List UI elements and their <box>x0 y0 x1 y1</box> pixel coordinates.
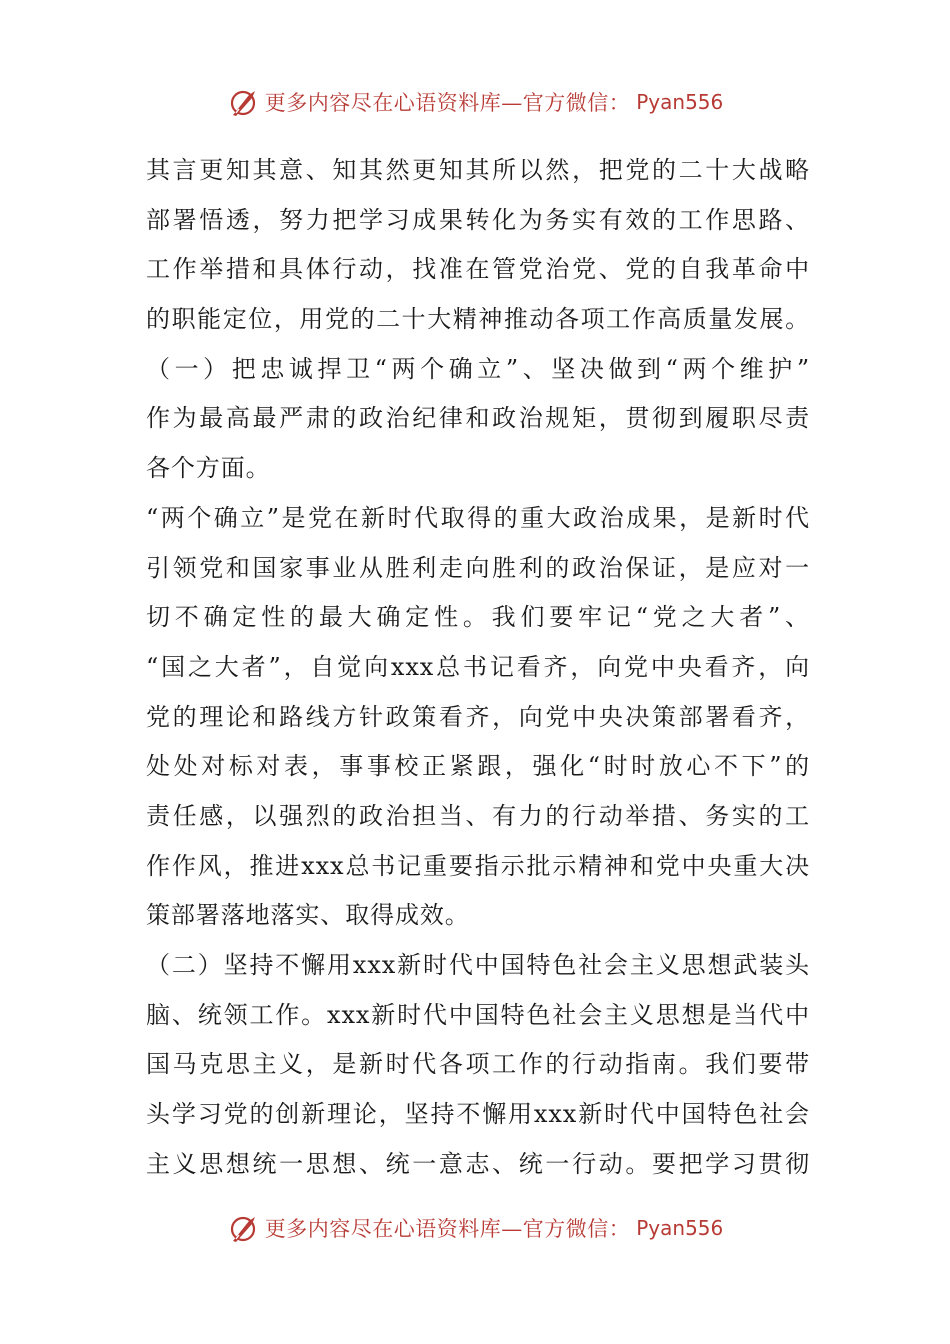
text-line: 脑、统领工作。xxx新时代中国特色社会主义思想是当代中 <box>146 1000 810 1029</box>
text-line: “国之大者”，自觉向xxx总书记看齐，向党中央看齐，向 <box>146 652 810 681</box>
text-line: 工作举措和具体行动，找准在管党治党、党的自我革命中 <box>146 255 810 284</box>
section-heading-line: （一）把忠诚捍卫“两个确立”、坚决做到“两个维护” <box>146 354 810 383</box>
text-line: 部署悟透，努力把学习成果转化为务实有效的工作思路、 <box>146 205 810 234</box>
text-line: 党的理论和路线方针政策看齐，向党中央决策部署看齐， <box>146 702 810 731</box>
section-heading-line: （二）坚持不懈用xxx新时代中国特色社会主义思想武装头 <box>146 951 810 979</box>
wechat-id: Pyan556 <box>636 1216 724 1240</box>
document-body <box>146 146 810 1189</box>
text-line: 其言更知其意、知其然更知其所以然，把党的二十大战略 <box>146 156 810 184</box>
pen-nib-logo-icon <box>227 1211 261 1245</box>
text-line: 切不确定性的最大确定性。我们要牢记“党之大者”、 <box>146 603 810 632</box>
section-heading-line: 作为最高最严肃的政治纪律和政治规矩，贯彻到履职尽责 <box>146 404 810 433</box>
text-line: 引领党和国家事业从胜利走向胜利的政治保证，是应对一 <box>146 553 810 582</box>
banner-text: 更多内容尽在心语资料库—官方微信： <box>264 1217 631 1241</box>
wechat-id: Pyan556 <box>636 90 724 114</box>
text-line: 头学习党的创新理论，坚持不懈用xxx新时代中国特色社会 <box>146 1100 810 1129</box>
text-line: “两个确立”是党在新时代取得的重大政治成果，是新时代 <box>146 503 810 532</box>
banner-text: 更多内容尽在心语资料库—官方微信： <box>264 91 631 115</box>
text-line: 策部署落地落实、取得成效。 <box>146 901 470 930</box>
text-line: 责任感，以强烈的政治担当、有力的行动举措、务实的工 <box>146 801 810 830</box>
text-line: 处处对标对表，事事校正紧跟，强化“时时放心不下”的 <box>146 752 810 781</box>
text-line: 的职能定位，用党的二十大精神推动各项工作高质量发展。 <box>146 305 810 334</box>
section-heading-line: 各个方面。 <box>146 454 271 483</box>
pen-nib-logo-icon <box>227 85 261 119</box>
footer-banner <box>0 1208 950 1248</box>
text-line: 国马克思主义，是新时代各项工作的行动指南。我们要带 <box>146 1050 810 1079</box>
text-line: 作作风，推进xxx总书记重要指示批示精神和党中央重大决 <box>146 851 810 880</box>
text-line: 主义思想统一思想、统一意志、统一行动。要把学习贯彻 <box>146 1149 810 1178</box>
header-banner <box>0 82 950 122</box>
